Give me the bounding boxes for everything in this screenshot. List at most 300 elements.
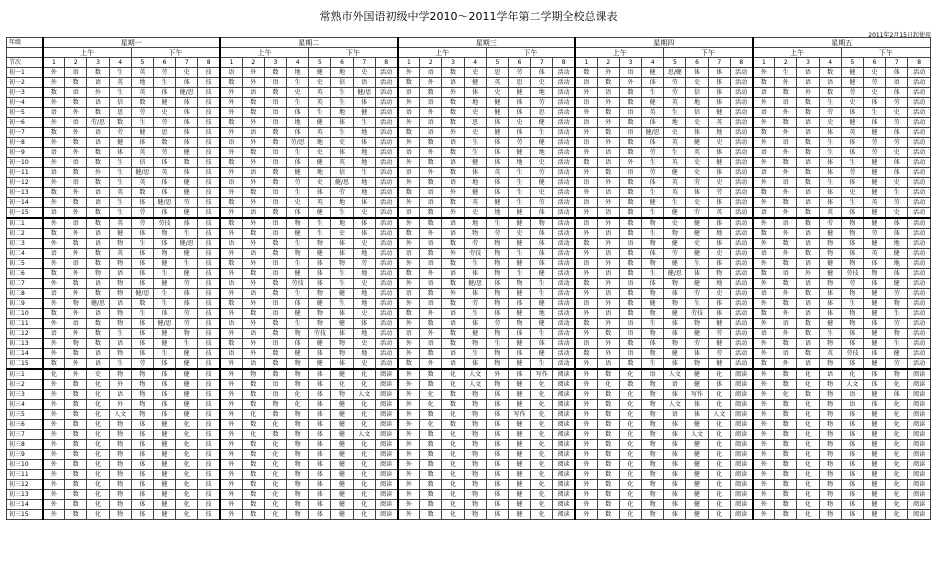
subject-cell: 数	[753, 309, 775, 319]
subject-cell: 史	[508, 229, 530, 239]
subject-cell: 生	[331, 88, 353, 98]
subject-cell: 物	[109, 369, 131, 380]
subject-cell: 物	[131, 369, 153, 380]
subject-cell: 物	[309, 289, 331, 299]
subject-cell: 阅读	[553, 440, 575, 450]
subject-cell: 体	[819, 158, 841, 168]
subject-cell: 健	[508, 450, 530, 460]
subject-cell: 活动	[730, 229, 752, 239]
subject-cell: 外	[597, 279, 619, 289]
subject-cell: 化	[797, 380, 819, 390]
subject-cell: 体	[486, 390, 508, 400]
subject-cell: 物	[819, 380, 841, 390]
subject-cell: 体	[708, 98, 730, 108]
subject-cell: 物	[287, 359, 309, 370]
subject-cell: 化	[87, 480, 109, 490]
subject-cell: 生	[287, 289, 309, 299]
subject-cell: 化	[87, 460, 109, 470]
period-number: 3	[264, 58, 286, 68]
subject-cell: 体	[331, 329, 353, 339]
subject-cell: 外	[575, 430, 597, 440]
subject-cell: 物	[819, 390, 841, 400]
subject-cell: 语	[264, 78, 286, 88]
subject-cell: 物	[642, 239, 664, 249]
subject-cell: 语	[420, 118, 442, 128]
subject-cell: 化	[619, 369, 641, 380]
subject-cell: 数	[442, 168, 464, 178]
subject-cell: 阅读	[375, 380, 397, 390]
subject-cell: 外	[575, 269, 597, 279]
subject-cell: 劳	[708, 188, 730, 198]
subject-cell: 外	[65, 359, 87, 370]
subject-cell: 物	[464, 470, 486, 480]
subject-cell: 阅读	[908, 460, 931, 470]
subject-cell: 数	[797, 249, 819, 259]
subject-cell: 物	[109, 440, 131, 450]
subject-cell: 健	[686, 480, 708, 490]
subject-cell: 外	[109, 380, 131, 390]
subject-cell: 体	[153, 158, 175, 168]
subject-cell: 物	[176, 329, 198, 339]
subject-cell: 化	[886, 510, 908, 520]
subject-cell: 体	[664, 490, 686, 500]
subject-cell: 化	[531, 430, 553, 440]
subject-cell: 物	[287, 249, 309, 259]
subject-cell: 语	[619, 108, 641, 118]
subject-cell: 数	[242, 188, 264, 198]
subject-cell: 英	[309, 128, 331, 138]
am-header: 上午	[753, 48, 842, 58]
subject-cell: 活动	[908, 279, 931, 289]
subject-cell: 体	[176, 168, 198, 178]
subject-cell: 健	[331, 289, 353, 299]
subject-cell: 物	[508, 319, 530, 329]
subject-cell: 外	[398, 400, 420, 410]
period-number: 2	[65, 58, 87, 68]
subject-cell: 技	[198, 440, 220, 450]
subject-cell: 外	[43, 440, 65, 450]
subject-cell: 生	[508, 249, 530, 259]
subject-cell: 语	[797, 229, 819, 239]
subject-cell: 物	[153, 229, 175, 239]
subject-cell: 数	[597, 490, 619, 500]
class-row	[7, 108, 931, 118]
subject-cell: 物	[287, 440, 309, 450]
subject-cell: 体	[309, 500, 331, 510]
subject-cell: 阅读	[375, 450, 397, 460]
subject-cell: 健	[508, 218, 530, 229]
subject-cell: 语	[398, 168, 420, 178]
subject-cell: 体	[486, 440, 508, 450]
subject-cell: 外	[775, 128, 797, 138]
subject-cell: 技	[198, 289, 220, 299]
subject-cell: 体	[331, 118, 353, 128]
period-number: 8	[198, 58, 220, 68]
subject-cell: 化	[886, 480, 908, 490]
subject-cell: 体	[131, 339, 153, 349]
subject-cell: 外	[398, 279, 420, 289]
subject-cell: 化	[708, 369, 730, 380]
subject-cell: 阅读	[553, 450, 575, 460]
subject-cell: 体	[309, 410, 331, 420]
subject-cell: 健	[863, 339, 885, 349]
subject-cell: 外	[398, 380, 420, 390]
subject-cell: 体	[841, 138, 863, 148]
subject-cell: 外	[753, 349, 775, 359]
subject-cell: 体	[486, 158, 508, 168]
subject-cell: 外	[575, 380, 597, 390]
subject-cell: 化	[619, 480, 641, 490]
subject-cell: 数	[797, 349, 819, 359]
subject-cell: 健	[331, 410, 353, 420]
subject-cell: 活动	[908, 118, 931, 128]
subject-cell: 外	[220, 490, 242, 500]
subject-cell: 阅读	[553, 490, 575, 500]
subject-cell: 生	[642, 88, 664, 98]
subject-cell: 外	[753, 430, 775, 440]
subject-cell: 健	[664, 239, 686, 249]
subject-cell: 健	[863, 460, 885, 470]
subject-cell: 外	[220, 88, 242, 98]
class-label: 初一2	[7, 78, 43, 88]
subject-cell: 健	[153, 500, 175, 510]
subject-cell: 体	[686, 188, 708, 198]
class-label: 初三12	[7, 480, 43, 490]
subject-cell: 语	[43, 148, 65, 158]
subject-cell: 化	[708, 420, 730, 430]
subject-cell: 生	[331, 128, 353, 138]
subject-cell: 数	[597, 390, 619, 400]
subject-cell: 化	[176, 420, 198, 430]
subject-cell: 阅读	[730, 390, 752, 400]
subject-cell: 物	[642, 460, 664, 470]
subject-cell: 生	[287, 319, 309, 329]
subject-cell: 物	[486, 259, 508, 269]
subject-cell: 信	[686, 108, 708, 118]
subject-cell: 外	[442, 249, 464, 259]
subject-cell: 健	[331, 430, 353, 440]
subject-cell: 语	[420, 239, 442, 249]
subject-cell: 数	[619, 138, 641, 148]
subject-cell: 史	[353, 279, 375, 289]
subject-cell: 化	[797, 470, 819, 480]
subject-cell: 物	[109, 450, 131, 460]
subject-cell: 活动	[908, 148, 931, 158]
subject-cell: 健	[508, 420, 530, 430]
subject-cell: 化	[442, 480, 464, 490]
subject-cell: 外	[43, 460, 65, 470]
subject-cell: 体	[486, 279, 508, 289]
subject-cell: 化	[87, 430, 109, 440]
subject-cell: 数	[264, 168, 286, 178]
subject-cell: 外	[753, 299, 775, 309]
subject-cell: 地	[353, 188, 375, 198]
subject-cell: 外	[575, 420, 597, 430]
subject-cell: 化	[886, 400, 908, 410]
subject-cell: 外	[242, 68, 264, 78]
subject-cell: 外	[220, 148, 242, 158]
subject-cell: 生	[309, 229, 331, 239]
subject-cell: 语	[242, 168, 264, 178]
subject-cell: 物	[464, 490, 486, 500]
subject-cell: 数	[420, 480, 442, 490]
subject-cell: 语	[65, 68, 87, 78]
subject-cell: 数	[597, 128, 619, 138]
subject-cell: 数	[597, 430, 619, 440]
subject-cell: 数	[575, 349, 597, 359]
subject-cell: 外	[398, 500, 420, 510]
pm-header: 下午	[841, 48, 930, 58]
subject-cell: 物	[886, 369, 908, 380]
subject-cell: 化	[886, 410, 908, 420]
subject-cell: 史	[331, 138, 353, 148]
subject-cell: 生	[886, 339, 908, 349]
subject-cell: 数	[109, 118, 131, 128]
subject-cell: 思/健	[664, 68, 686, 78]
subject-cell: 劳	[153, 148, 175, 158]
subject-cell: 数	[65, 510, 87, 520]
subject-cell: 物	[642, 289, 664, 299]
subject-cell: 物	[841, 289, 863, 299]
subject-cell: 劳技	[464, 249, 486, 259]
subject-cell: 健	[531, 319, 553, 329]
subject-cell: 化	[708, 400, 730, 410]
subject-cell: 健	[508, 510, 530, 520]
subject-cell: 外	[65, 369, 87, 380]
subject-cell: 体	[642, 178, 664, 188]
subject-cell: 外	[753, 470, 775, 480]
subject-cell: 英	[309, 88, 331, 98]
subject-cell: 地	[353, 299, 375, 309]
subject-cell: 活动	[730, 198, 752, 208]
subject-cell: 生	[153, 299, 175, 309]
subject-cell: 史	[664, 128, 686, 138]
subject-cell: 劳	[508, 138, 530, 148]
subject-cell: 体	[131, 259, 153, 269]
subject-cell: 外	[43, 178, 65, 188]
subject-cell: 信	[331, 168, 353, 178]
subject-cell: 体	[664, 510, 686, 520]
subject-cell: 体	[863, 369, 885, 380]
subject-cell: 数	[775, 279, 797, 289]
subject-cell: 体	[819, 309, 841, 319]
subject-cell: 物	[508, 279, 530, 289]
period-number: 5	[664, 58, 686, 68]
subject-cell: 数	[87, 218, 109, 229]
subject-cell: 外	[753, 259, 775, 269]
subject-cell: 外	[43, 198, 65, 208]
subject-cell: 外	[575, 410, 597, 420]
subject-cell: 化	[886, 420, 908, 430]
subject-cell: 健/思	[331, 178, 353, 188]
subject-cell: 体	[819, 188, 841, 198]
subject-cell: 语	[442, 78, 464, 88]
subject-cell: 劳	[176, 198, 198, 208]
subject-cell: 语	[65, 259, 87, 269]
subject-cell: 外	[398, 450, 420, 460]
pm-header: 下午	[486, 48, 575, 58]
subject-cell: 健	[109, 138, 131, 148]
subject-cell: 史	[708, 249, 730, 259]
subject-cell: 外	[65, 128, 87, 138]
subject-cell: 体	[176, 98, 198, 108]
subject-cell: 健	[664, 208, 686, 219]
subject-cell: 化	[797, 430, 819, 440]
class-row	[7, 88, 931, 98]
subject-cell: 英	[486, 168, 508, 178]
subject-cell: 健	[331, 480, 353, 490]
subject-cell: 外	[242, 138, 264, 148]
subject-cell: 劳技	[841, 269, 863, 279]
subject-cell: 物	[486, 329, 508, 339]
class-label: 初三7	[7, 430, 43, 440]
subject-cell: 体	[664, 329, 686, 339]
subject-cell: 物	[131, 410, 153, 420]
subject-cell: 化	[841, 369, 863, 380]
subject-cell: 生	[464, 259, 486, 269]
subject-cell: 生	[664, 108, 686, 118]
subject-cell: 外	[597, 239, 619, 249]
subject-cell: 语	[87, 349, 109, 359]
subject-cell: 数	[220, 198, 242, 208]
subject-cell: 语	[619, 128, 641, 138]
subject-cell: 健/思	[131, 289, 153, 299]
subject-cell: 化	[353, 369, 375, 380]
subject-cell: 外	[575, 460, 597, 470]
subject-cell: 活动	[375, 148, 397, 158]
subject-cell: 劳技	[686, 309, 708, 319]
subject-cell: 数	[619, 380, 641, 390]
subject-cell: 活动	[908, 108, 931, 118]
subject-cell: 英	[819, 349, 841, 359]
subject-cell: 化	[708, 430, 730, 440]
subject-cell: 人文	[686, 430, 708, 440]
subject-cell: 体	[309, 510, 331, 520]
subject-cell: 健	[176, 369, 198, 380]
subject-cell: 体	[708, 259, 730, 269]
subject-cell: 数	[420, 249, 442, 259]
subject-cell: 生	[531, 359, 553, 370]
subject-cell: 健/思	[353, 88, 375, 98]
subject-cell: 体	[309, 430, 331, 440]
subject-cell: 活动	[730, 329, 752, 339]
subject-cell: 健	[153, 339, 175, 349]
subject-cell: 健	[309, 158, 331, 168]
subject-cell: 体	[708, 68, 730, 78]
subject-cell: 体	[176, 118, 198, 128]
subject-cell: 地	[309, 168, 331, 178]
subject-cell: 史	[464, 108, 486, 118]
subject-cell: 外	[242, 158, 264, 168]
subject-cell: 语	[575, 78, 597, 88]
subject-cell: 活动	[908, 158, 931, 168]
subject-cell: 数	[220, 299, 242, 309]
subject-cell: 活动	[908, 218, 931, 229]
subject-cell: 数	[220, 218, 242, 229]
subject-cell: 外	[775, 249, 797, 259]
subject-cell: 外	[43, 470, 65, 480]
subject-cell: 活动	[908, 319, 931, 329]
subject-cell: 语	[575, 98, 597, 108]
subject-cell: 劳	[841, 88, 863, 98]
subject-cell: 化	[176, 470, 198, 480]
subject-cell: 劳	[353, 259, 375, 269]
subject-cell: 物	[287, 490, 309, 500]
subject-cell: 健	[886, 279, 908, 289]
subject-cell: 地	[353, 329, 375, 339]
subject-cell: 数	[87, 158, 109, 168]
subject-cell: 化	[531, 460, 553, 470]
subject-cell: 活动	[730, 239, 752, 249]
subject-cell: 体	[886, 168, 908, 178]
subject-cell: 史	[531, 188, 553, 198]
subject-cell: 数	[597, 410, 619, 420]
subject-cell: 语	[619, 349, 641, 359]
subject-cell: 化	[442, 460, 464, 470]
subject-cell: 人文	[353, 430, 375, 440]
subject-cell: 化	[87, 380, 109, 390]
subject-cell: 生	[841, 158, 863, 168]
subject-cell: 外	[753, 440, 775, 450]
subject-cell: 活动	[375, 239, 397, 249]
subject-cell: 体	[131, 349, 153, 359]
subject-cell: 物	[486, 289, 508, 299]
subject-cell: 化	[619, 450, 641, 460]
subject-cell: 英	[109, 249, 131, 259]
subject-cell: 体	[331, 309, 353, 319]
subject-cell: 技	[198, 319, 220, 329]
subject-cell: 数	[420, 208, 442, 219]
subject-cell: 活动	[730, 249, 752, 259]
subject-cell: 体	[486, 420, 508, 430]
subject-cell: 活动	[730, 158, 752, 168]
subject-cell: 化	[797, 480, 819, 490]
subject-cell: 活动	[375, 98, 397, 108]
subject-cell: 外	[220, 309, 242, 319]
subject-cell: 体	[131, 229, 153, 239]
subject-cell: 健	[708, 359, 730, 370]
class-row	[7, 218, 931, 229]
subject-cell: 体	[863, 98, 885, 108]
subject-cell: 体	[508, 299, 530, 309]
period-number: 5	[131, 58, 153, 68]
class-row	[7, 178, 931, 188]
subject-cell: 数	[597, 450, 619, 460]
subject-cell: 劳	[886, 138, 908, 148]
subject-cell: 史	[331, 229, 353, 239]
subject-cell: 体	[131, 420, 153, 430]
subject-cell: 外	[242, 178, 264, 188]
subject-cell: 体	[886, 218, 908, 229]
subject-cell: 健	[863, 430, 885, 440]
subject-cell: 健	[841, 118, 863, 128]
subject-cell: 外	[65, 229, 87, 239]
subject-cell: 生	[331, 299, 353, 309]
subject-cell: 语	[43, 168, 65, 178]
subject-cell: 物	[642, 450, 664, 460]
subject-cell: 数	[775, 259, 797, 269]
class-row	[7, 138, 931, 148]
subject-cell: 外	[43, 490, 65, 500]
subject-cell: 技	[198, 390, 220, 400]
subject-cell: 语	[753, 329, 775, 339]
subject-cell: 外	[65, 269, 87, 279]
subject-cell: 外	[486, 369, 508, 380]
subject-cell: 写作	[531, 369, 553, 380]
subject-cell: 体	[841, 208, 863, 219]
subject-cell: 数	[619, 299, 641, 309]
class-label: 初一6	[7, 118, 43, 128]
